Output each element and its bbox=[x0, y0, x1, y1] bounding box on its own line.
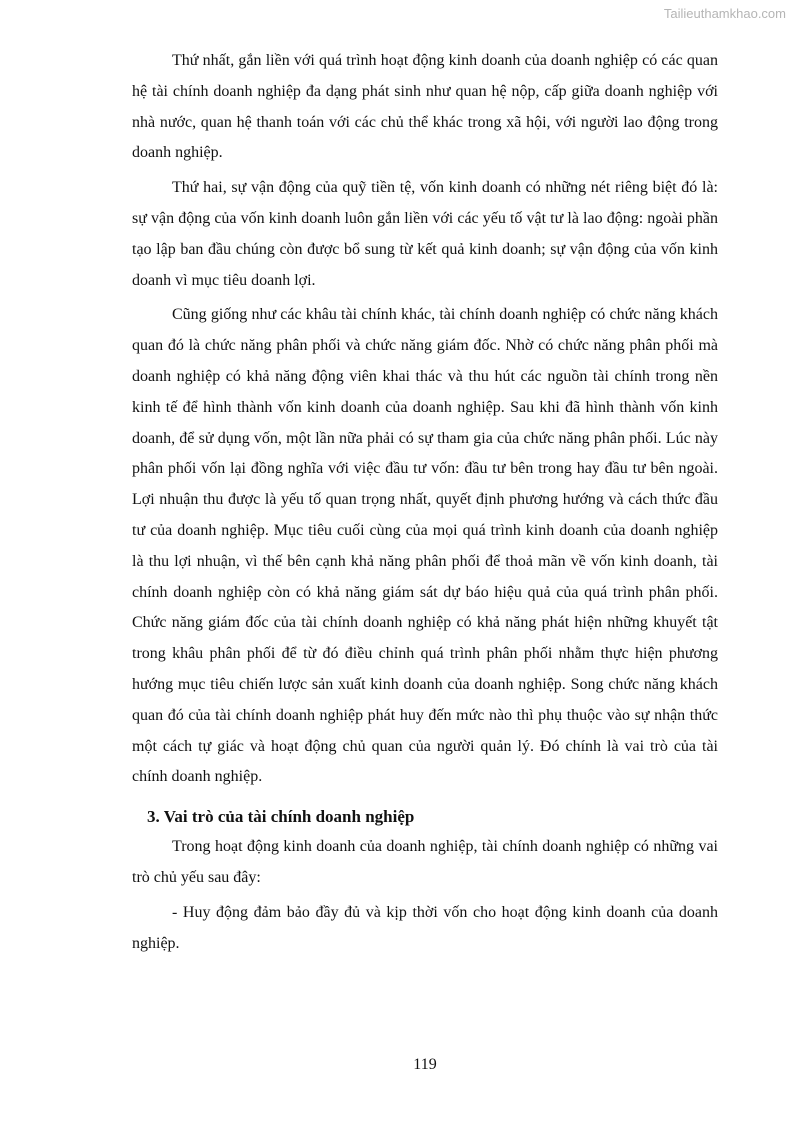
page-number: 119 bbox=[413, 1056, 437, 1073]
watermark-text: Tailieuthamkhao.com bbox=[663, 6, 786, 21]
page-content bbox=[132, 46, 718, 959]
paragraph-role-item: - Huy động đảm bảo đầy đủ và kịp thời vốn cho hoạt động kinh doanh của doanh nghiệp. bbox=[132, 903, 718, 952]
section-heading: 3. Vai trò của tài chính doanh nghiệp bbox=[147, 807, 415, 827]
paragraph-functions: Cũng giống như các khâu tài chính khác, tài chính doanh nghiệp có chức năng khách quan đó là chức năng phân phối và chức năng giám đốc. Nhờ có chức năng phân phối mà doanh nghiệp có khả năng động viên khai thác và thu hút các nguồn tài chính trong nền kinh tế để hình thành vốn kinh doanh của doanh nghiệp. Sau khi đã hình thành vốn kinh doanh, để sử dụng vốn, một lần nữa phải có sự tham gia của chức năng phân phối. Lúc này phân phối vốn lại đồng nghĩa với việc đầu tư vốn: đầu tư bên trong hay đầu tư bên ngoài. Lợi nhuận thu được là yếu tố quan trọng nhất, quyết định phương hướng và cách thức đầu tư của doanh nghiệp. Mục tiêu cuối cùng của mọi quá trình kinh doanh của doanh nghiệp là thu lợi nhuận, vì thế bên cạnh khả năng phân phối để thoả mãn về vốn kinh doanh, tài chính doanh nghiệp còn có khả năng giám sát dự báo hiệu quả của quá trình phân phối. Chức năng giám đốc của tài chính doanh nghiệp có khả năng phát hiện những khuyết tật trong khâu phân phối để từ đó điều chỉnh quá trình phân phối nhằm thực hiện phương hướng mục tiêu chiến lược sản xuất kinh doanh của doanh nghiệp. Song chức năng khách quan đó của tài chính doanh nghiệp phát huy đến mức nào thì phụ thuộc vào sự nhận thức một cách tự giác và hoạt động chủ quan của người quản lý. Đó chính là vai trò của tài chính doanh nghiệp. bbox=[132, 306, 718, 786]
paragraph-second-feature: Thứ hai, sự vận động của quỹ tiền tệ, vốn kinh doanh có những nét riêng biệt đó là: sự vận động của vốn kinh doanh luôn gắn liền với các yếu tố vật tư là lao động: ngoài phần tạo lập ban đầu chúng còn được bổ sung từ kết quả kinh doanh; sự vận động của vốn kinh doanh vì mục tiêu doanh lợi. bbox=[132, 179, 718, 289]
paragraph-first-feature: Thứ nhất, gắn liền với quá trình hoạt động kinh doanh của doanh nghiệp có các quan hệ tài chính doanh nghiệp đa dạng phát sinh như quan hệ nộp, cấp giữa doanh nghiệp với nhà nước, quan hệ thanh toán với các chủ thể khác trong xã hội, với người lao động trong doanh nghiệp. bbox=[132, 52, 718, 162]
paragraph-roles-intro: Trong hoạt động kinh doanh của doanh nghiệp, tài chính doanh nghiệp có những vai trò chủ yếu sau đây: bbox=[132, 838, 718, 886]
